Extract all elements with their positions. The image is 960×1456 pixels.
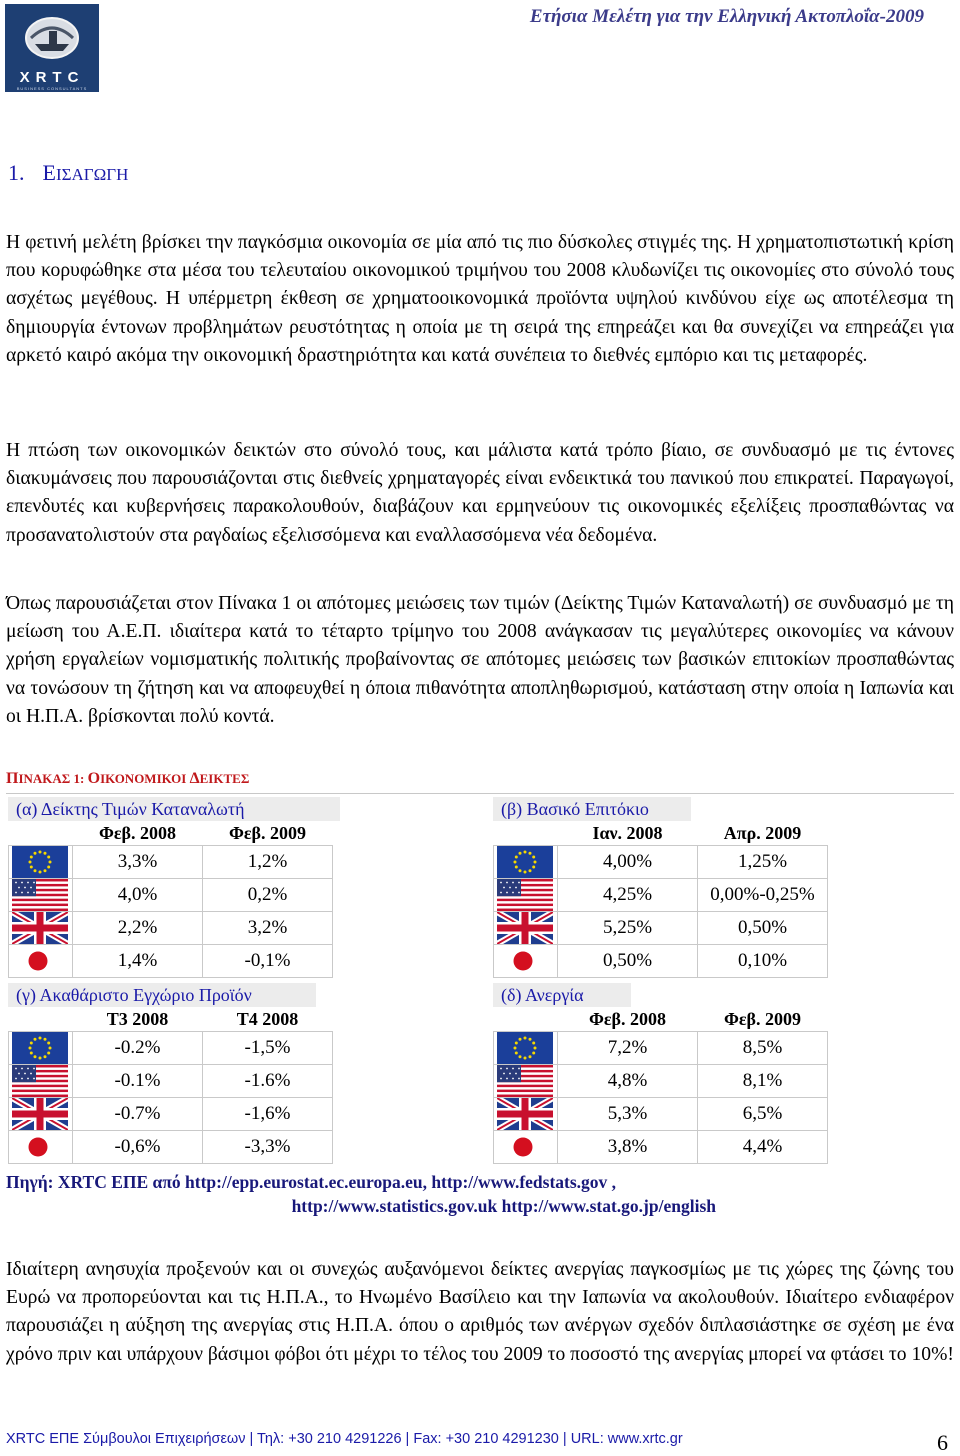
table-caption: ΠΙΝΑΚΑΣ 1: ΟΙΚΟΝΟΜΙΚΟΙ ΔΕΙΚΤΕΣ: [6, 770, 250, 787]
table-row: 4,25% 0,00%-0,25%: [494, 879, 828, 912]
eu-flag-icon: [12, 1032, 68, 1064]
section-title-rest: ΙΣΑΓΩΓΗ: [55, 165, 129, 184]
table-b-title: (β) Βασικό Επιτόκιο: [493, 797, 691, 821]
us-flag-icon: [497, 1065, 553, 1097]
globe-ship-icon: [5, 4, 99, 66]
table-row: -0.7% -1,6%: [9, 1098, 333, 1131]
table-row: 0,50% 0,10%: [494, 945, 828, 978]
table-d-col-1: Φεβ. 2008: [588, 1008, 667, 1029]
running-title: Ετήσια Μελέτη για την Ελληνική Ακτοπλοΐα-2009: [529, 6, 924, 27]
table-row: 7,2% 8,5%: [494, 1032, 828, 1065]
logo-text: XRTC: [19, 69, 85, 86]
section-number: 1.: [8, 160, 25, 185]
table-row: 5,25% 0,50%: [494, 912, 828, 945]
table-b: [493, 821, 828, 978]
table-row: 4,8% 8,1%: [494, 1065, 828, 1098]
section-title: [8, 160, 128, 186]
table-b-col-2: Απρ. 2009: [723, 822, 802, 843]
table-source: [6, 1170, 716, 1218]
japan-flag-icon: [12, 1131, 68, 1163]
japan-flag-icon: [12, 945, 68, 977]
table-row: -0.1% -1.6%: [9, 1065, 333, 1098]
table-c-title: (γ) Ακαθάριστο Εγχώριο Προϊόν: [8, 983, 316, 1007]
table-row: 3,8% 4,4%: [494, 1131, 828, 1164]
table-a-col-2: Φεβ. 2009: [228, 822, 307, 843]
us-flag-icon: [12, 879, 68, 911]
table-d-col-2: Φεβ. 2009: [723, 1008, 802, 1029]
footer-contact: XRTC ΕΠΕ Σύμβουλοι Επιχειρήσεων | Τηλ: +30 210 4291226 | Fax: +30 210 4291230 | URL: www.xrtc.gr: [6, 1431, 683, 1447]
table-row: 4,0% 0,2%: [9, 879, 333, 912]
japan-flag-icon: [497, 1131, 553, 1163]
paragraph-1: Η φετινή μελέτη βρίσκει την παγκόσμια οικονομία σε μία από τις πιο δύσκολες στιγμές της. Η χρηματοπιστωτική κρίση που κορυφώθηκε στα μέσα του τελευταίου οικονομικού τριμήνου του 2008 κλυδωνίζει τις οικονομίες στο σύνολό τους ασχέτως μεγέθους. Η υπέρμετρη έκθεση σε χρηματοοικονομικά προϊόντα υψηλού κινδύνου είχε ως αποτέλεσμα τη δημιουργία έντονων προβλημάτων ρευστότητας η οποία με τη σειρά της επηρεάζει και θα συνεχίζει να επηρεάζει για αρκετό καιρό ακόμα την οικονομική δραστηριότητα και κατά συνέπεια το διεθνές εμπόριο και τις μεταφορές.: [6, 232, 954, 366]
table-c-col-2: Τ4 2008: [236, 1008, 299, 1029]
section-title-initial: Ε: [42, 160, 56, 185]
table-b-col-1: Ιαν. 2008: [592, 822, 663, 843]
uk-flag-icon: [497, 912, 553, 944]
page-number: 6: [937, 1430, 948, 1455]
eu-flag-icon: [12, 846, 68, 878]
table-c: [8, 1007, 333, 1164]
table-c-col-1: Τ3 2008: [106, 1008, 169, 1029]
us-flag-icon: [497, 879, 553, 911]
table-d-title: (δ) Ανεργία: [493, 983, 631, 1007]
table-d: [493, 1007, 828, 1164]
us-flag-icon: [12, 1065, 68, 1097]
uk-flag-icon: [497, 1098, 553, 1130]
table-row: 5,3% 6,5%: [494, 1098, 828, 1131]
xrtc-logo: [5, 4, 99, 92]
paragraph-2: Η πτώση των οικονομικών δεικτών στο σύνολό τους, και μάλιστα κατά τρόπο βίαιο, σε συνδυασμό με τις έντονες διακυμάνσεις που παρουσιάζονται στις διεθνείς χρηματαγορές είναι ενδεικτικά του πανικού που επικρατεί. Παραγωγοί, επενδυτές και κυβερνήσεις παρακολουθούν, διαβάζουν και ερμηνεύουν τις οικονομικές εξελίξεις προσπαθώντας να προσανατολιστούν στα ραγδαίως εξελισσόμενα και εναλλασσόμενα νέα δεδομένα.: [6, 440, 954, 546]
table-row: 3,3% 1,2%: [9, 846, 333, 879]
table-row: 2,2% 3,2%: [9, 912, 333, 945]
logo-subtext: BUSINESS CONSULTANTS: [16, 86, 88, 91]
uk-flag-icon: [12, 912, 68, 944]
source-line-2: http://www.statistics.gov.uk http://www.stat.go.jp/english: [291, 1196, 716, 1216]
eu-flag-icon: [497, 846, 553, 878]
paragraph-4: Ιδιαίτερη ανησυχία προξενούν και οι συνεχώς αυξανόμενοι δείκτες ανεργίας παγκοσμίως με τις χώρες της ζώνης του Ευρώ να προπορεύονται και τις Η.Π.Α., το Ηνωμένο Βασίλειο και την Ιαπωνία να ακολουθούν. Ιδιαίτερο ενδιαφέρον παρουσιάζει η αύξηση της ανεργίας στις Η.Π.Α. όπου ο αριθμός των ανέργων σχεδόν διπλασιάστηκε σε σχέση με ένα χρόνο πριν και υπάρχουν βάσιμοι φόβοι ότι μέχρι το τέλος του 2009 το ποσοστό της ανεργίας μπορεί να φτάσει το 10%!: [6, 1259, 954, 1365]
uk-flag-icon: [12, 1098, 68, 1130]
source-line-1: Πηγή: XRTC ΕΠΕ από http://epp.eurostat.ec.europa.eu, http://www.fedstats.gov ,: [6, 1172, 617, 1192]
japan-flag-icon: [497, 945, 553, 977]
table-a-title: (α) Δείκτης Τιμών Καταναλωτή: [8, 797, 340, 821]
caption-divider: [6, 793, 954, 794]
table-a: [8, 821, 333, 978]
eu-flag-icon: [497, 1032, 553, 1064]
table-row: -0,6% -3,3%: [9, 1131, 333, 1164]
table-row: 4,00% 1,25%: [494, 846, 828, 879]
table-row: 1,4% -0,1%: [9, 945, 333, 978]
paragraph-3: Όπως παρουσιάζεται στον Πίνακα 1 οι απότομες μειώσεις των τιμών (Δείκτης Τιμών Καταναλωτή) σε συνδυασμό με τη μείωση του Α.Ε.Π. ιδιαίτερα κατά το τέταρτο τρίμηνο του 2008 ανάγκασαν τις μεγαλύτερες οικονομίες να κάνουν χρήση εργαλείων νομισματικής πολιτικής προβαίνοντας σε απότομες μειώσεις των βασικών επιτοκίων προσπαθώντας να τονώσουν τη ζήτηση και να αποφευχθεί η όποια πιθανότητα αποπληθωρισμού, κατάσταση στην οποία η Ιαπωνία και οι Η.Π.Α. βρίσκονται πολύ κοντά.: [6, 593, 954, 727]
table-row: -0.2% -1,5%: [9, 1032, 333, 1065]
table-a-col-1: Φεβ. 2008: [98, 822, 177, 843]
